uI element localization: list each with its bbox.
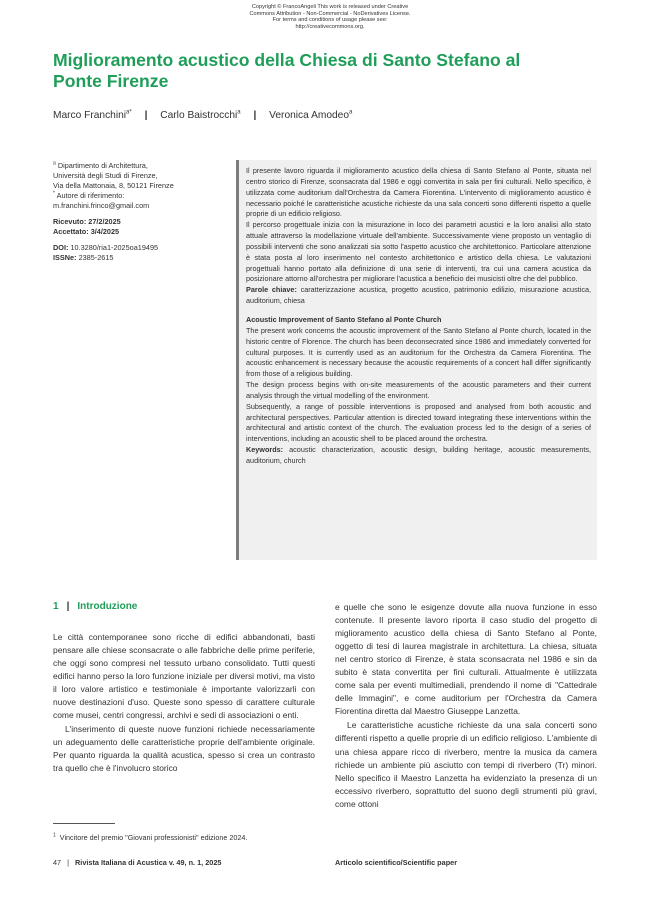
body-column-left [53, 631, 315, 776]
section-heading [53, 601, 137, 612]
corresponding-email[interactable]: m.franchini.frinco@gmail.com [53, 201, 150, 210]
author-name: Carlo Baistrocchi [160, 110, 238, 121]
abstract-en-paragraph: Subsequently, a range of possible interventions is proposed and analysed from both acoustic and architectural perspectives. Particular attention is directed toward integrating these interventions within the architectural and artistic context of the church. The evaluation process led to the design of a series of interventions, including an acoustic shell to be placed around the orchestra. [246, 401, 591, 444]
author-name: Marco Franchini [53, 110, 127, 121]
accepted-date: Accettato: 3/4/2025 [53, 227, 120, 236]
author-affil-mark: a* [126, 109, 132, 116]
article-type: Articolo scientifico/Scientific paper [335, 858, 458, 867]
copyright-line: For terms and conditions of usage please see: [272, 17, 388, 24]
footnote-mark: 1 [53, 832, 56, 839]
section-separator: | [66, 601, 70, 612]
abstract-it-paragraph: Il percorso progettuale inizia con la misurazione in loco dei parametri acustici e la loro analisi allo stato attuale attraverso la modellazione virtuale dell'ambiente. Successivamente viene proposto un ventaglio di possibili interventi che sono analizzati sia sotto l'aspetto acustico che architettonico. Particolare attenzione è stata posta al loro inserimento nel contesto architettonico e artistico della chiesa. Le valutazioni progettuali hanno portato alla definizione di una serie di interventi, tra cui una camera acustica da posizionare attorno all'orchestra per migliorare l'acustica a beneficio dei musicisti oltre che del pubblico. [246, 220, 591, 284]
copyright-notice [230, 4, 430, 30]
author-name: Veronica Amodeo [269, 110, 350, 121]
identifiers [53, 243, 231, 263]
author-separator: | [253, 110, 257, 121]
abstract-en-title: Acoustic Improvement of Santo Stefano al Ponte Church [246, 314, 442, 324]
abstract-en-paragraph: The present work concerns the acoustic improvement of the Santo Stefano al Ponte church, located in the historic centre of Florence. The church has been deconsecrated since 1986 and immediately converted for cultural purposes. It is currently used as an auditorium for the Orchestra da Camera Fiorentina. The acoustic enhancement is necessary because the acoustic requirements of a concert hall differ significantly from those of a religious building. [246, 325, 591, 379]
doi-line: DOI: 10.3280/ria1-2025oa19495 [53, 243, 159, 252]
copyright-line[interactable]: http://creativecommons.org. [295, 23, 365, 30]
paper-title: Miglioramento acustico della Chiesa di Santo Stefano al Ponte Firenze [53, 50, 521, 91]
affiliation-line: Via della Mattonaia, 8, 50121 Firenze [53, 181, 174, 190]
received-date: Ricevuto: 27/2/2025 [53, 217, 121, 226]
footer-separator: | [67, 858, 70, 867]
author-affil-mark: a [349, 109, 353, 116]
author-affil-mark: a [237, 109, 241, 116]
affiliation-line: $^a$ Dipartimento di Architettura, [53, 160, 148, 170]
doi-link[interactable]: 10.3280/ria1-2025oa19495 [70, 243, 159, 252]
abstract-it-paragraph: Il presente lavoro riguarda il miglioramento acustico della chiesa di Santo Stefano al Ponte, situata nel centro storico di Firenze, sconsacrata dal 1986 e oggi convertita in sala per fini culturali. Nello specifico, è utilizzata come auditorium dall'Orchestra da Camera Fiorentina. L'intervento di miglioramento acustico è necessario poiché le caratteristiche acustiche richieste da una sala concerti sono differenti rispetto a quelle proprie di un edificio religioso. [246, 166, 591, 219]
footnote [53, 833, 247, 842]
corresponding-label: * Autore di riferimento: [53, 190, 125, 200]
footnote-rule [53, 823, 115, 824]
footer-left [53, 858, 221, 867]
author-separator: | [144, 110, 148, 121]
author-list [53, 110, 352, 121]
issn-line: ISSNe: 2385-2615 [53, 253, 114, 262]
history-dates [53, 217, 231, 237]
copyright-line: Copyright © FrancoAngeli This work is released under Creative [251, 4, 409, 10]
abstract-box [236, 160, 597, 560]
keywords-it: Parole chiave: caratterizzazione acustica, progetto acustico, patrimonio edilizio, misurazione acustica, auditorium, chiesa [246, 285, 592, 306]
journal-name: Rivista Italiana di Acustica v. 49, n. 1, 2025 [75, 858, 222, 867]
footnote-text: Vincitore del premio "Giovani professionisti" edizione 2024. [59, 833, 248, 842]
copyright-line: Commons Attribution - Non-Commercial - NoDerivatives License. [249, 10, 411, 17]
body-paragraph: Le caratteristiche acustiche richieste da una sala concerti sono differenti rispetto a quelle proprie di un edificio religioso. L'ambiente di una chiesa appare ricco di riverbero, mentre la musica da camera richiede un ambiente più asciutto con tempi di riverbero (Tr) minori. Nello specifico il Maestro Lanzetta ha evidenziato la presenza di un eccessivo riverbero, soprattutto del suono degli strumenti più gravi, come ottoni [335, 720, 597, 809]
body-paragraph: L'inserimento di queste nuove funzioni richiede necessariamente un adeguamento delle caratteristiche proprie dell'ambiente originale. Per quanto riguarda la qualità acustica, spesso si crea un contrasto tra quello che è l'involucro storico [53, 724, 315, 774]
section-title: Introduzione [77, 601, 138, 612]
affiliation-line: Università degli Studi di Firenze, [53, 171, 158, 180]
body-paragraph: e quelle che sono le esigenze dovute alla nuova funzione in esso contenute. Il presente lavoro riporta il caso studio del progetto di miglioramento acustico della chiesa di Santo Stefano al Ponte, oggetto di tesi di laurea magistrale in architettura. La chiesa, situata nel centro storico di Firenze, è stata sconsacrata nel 1986 e sin da subito è stata convertita per fini culturali. Attualmente è utilizzata come sala per eventi multimediali, prendendo il nome di "Cattedrale delle Immagini", e come auditorium per l'Orchestra da Camera Fiorentina diretta dal Maestro Giuseppe Lanzetta. [335, 602, 597, 717]
section-number: 1 [53, 601, 59, 612]
body-paragraph: Le città contemporanee sono ricche di edifici abbandonati, basti pensare alle chiese sconsacrate o alle fabbriche delle prime periferie, che oggi sono compresi nel tessuto urbano consolidato. Tutti questi edifici hanno perso la loro funzione iniziale per diversi motivi, ma visto il loro valore artistico e testimoniale è importante valorizzarli con nuove destinazioni d'uso. Queste sono spesso di carattere culturale come musei, centri congressi, archivi e sedi di associazioni o enti. [53, 632, 315, 721]
page-number: 47 [53, 858, 62, 867]
keywords-en: Keywords: acoustic characterization, acoustic design, building heritage, acoustic measurements, auditorium, church [246, 445, 592, 465]
body-column-right [335, 601, 597, 811]
abstract-en-paragraph: The design process begins with on-site measurements of the acoustic parameters and their current analysis through the virtual modelling of the environment. [246, 380, 591, 400]
affiliation-block [53, 161, 231, 263]
